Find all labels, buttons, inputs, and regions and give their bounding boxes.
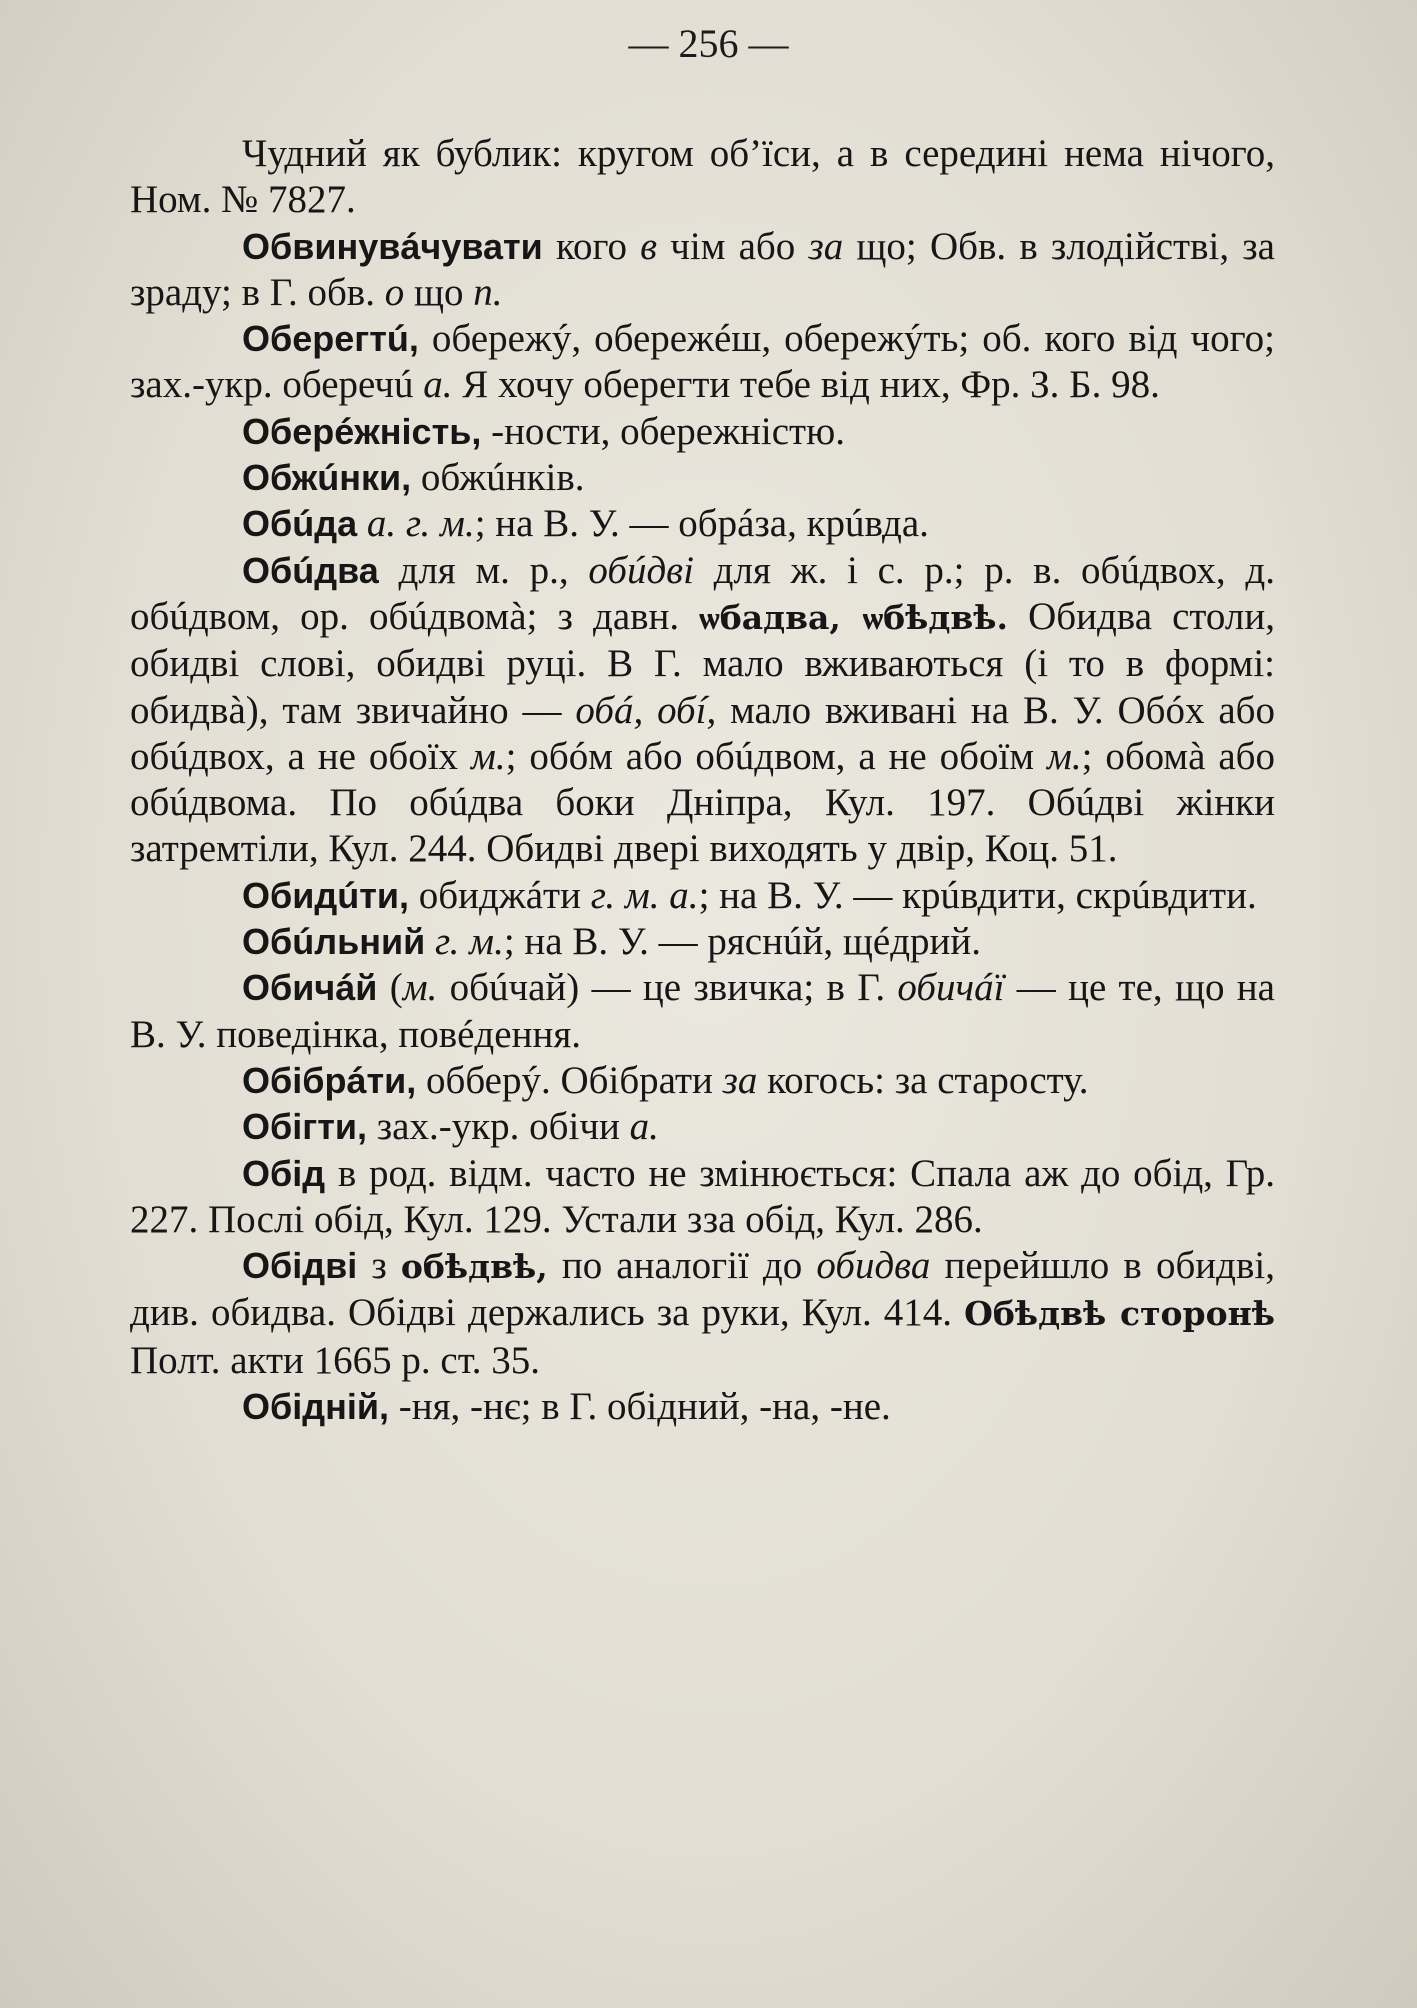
italic-abbreviation: м. [470, 734, 506, 778]
headword: Обідві [242, 1245, 358, 1287]
headword: Обід [242, 1152, 326, 1194]
entry-text: чім або [657, 224, 809, 268]
entry-text: ; обомà або обúдвома. По обúдва боки Дніпра, Кул. 197. Обúдві жінки затремтіли, Кул. 244. Обидві двері виходять у двір, Коц. 51. [130, 734, 1275, 871]
entry-text: обережý, обережéш, обережýть; об. кого від чого; зах.-укр. оберечú [130, 317, 1275, 407]
dictionary-entry [130, 873, 1275, 919]
italic-abbreviation: а. [629, 1105, 659, 1149]
italic-abbreviation: м. [1046, 734, 1082, 778]
dictionary-entry [130, 501, 1275, 547]
entry-text: перейшло в обидві, див. обидва. Обідві держались за руки, Кул. 414. [130, 1244, 1276, 1335]
old-slavonic-form: Обѣдвѣ сторонѣ [964, 1294, 1275, 1334]
entry-text [425, 920, 435, 963]
entry-text: Обидва столи, обидві слові, обидві руці. В Г. мало вживаються (і то в формі: обидвà), там звичайно — [130, 594, 1276, 732]
dictionary-entry [130, 919, 1275, 965]
headword: Обідній, [242, 1386, 389, 1428]
entry-text: ; на В. У. — крúвдити, скрúвдити. [698, 873, 1257, 917]
italic-abbreviation: г. м. а. [590, 873, 699, 917]
entry-text: -ня, -нє; в Г. обідний, -на, -не. [388, 1385, 891, 1429]
dictionary-entry [130, 1384, 1275, 1430]
entry-text: обберý. Обібрати [416, 1058, 723, 1102]
entry-text: кого [542, 224, 641, 268]
entry-text: для ж. і с. р.; р. в. обúдвох, д. обúдвом, ор. обúдвомà; з давн. [130, 548, 1275, 638]
italic-abbreviation: за [722, 1058, 758, 1102]
italic-abbreviation: за [808, 224, 844, 268]
headword: Обігти, [242, 1106, 367, 1148]
dictionary-text [130, 131, 1275, 1430]
entry-text: ; на В. У. — обрáза, крúвда. [474, 502, 929, 546]
dictionary-entry [130, 455, 1275, 501]
entry-text: — це те, що на В. У. поведінка, повéдення. [130, 966, 1275, 1056]
entry-text: зах.-укр. обічи [367, 1105, 630, 1149]
entry-text: Чудний як бублик: кругом об’їси, а в середині нема нічого, Ном. № 7827. [130, 132, 1275, 222]
headword: Обидúти, [242, 874, 409, 916]
dictionary-entry [130, 1058, 1275, 1104]
italic-abbreviation: п. [473, 270, 503, 314]
italic-abbreviation: о [384, 270, 405, 314]
dictionary-entry [130, 409, 1275, 455]
italic-abbreviation: м. [402, 966, 438, 1010]
italic-abbreviation: обичáї [897, 966, 1005, 1010]
entry-text: для м. р., [378, 548, 589, 592]
entry-text: ( [377, 966, 403, 1010]
entry-text: обúчай) — це звичка; в Г. [437, 966, 898, 1010]
entry-text: -ности, обережністю. [481, 409, 845, 453]
entry-text: що; Обв. в злодійстві, за зраду; в Г. обв. [130, 224, 1275, 314]
entry-text: Я хочу оберегти тебе від них, Фр. З. Б. 98. [452, 363, 1160, 407]
headword: Обжúнки, [242, 457, 412, 499]
italic-abbreviation: а. г. м. [366, 502, 475, 546]
page-number: — 256 — [628, 21, 789, 66]
entry-text: по аналогії до [547, 1244, 817, 1288]
entry-text: обжúнків. [411, 456, 585, 500]
italic-abbreviation: обúдві [588, 548, 694, 592]
dictionary-entry [130, 1104, 1275, 1150]
old-slavonic-form: обѣдвѣ, [400, 1247, 548, 1287]
entry-text: мало вживані на В. У. Обóх або обúдвох, а не обоїх [130, 688, 1275, 778]
italic-abbreviation: в [640, 224, 658, 268]
headword: Оберéжність, [242, 410, 482, 452]
entry-text: ; на В. У. — ряснúй, щéдрий. [503, 920, 982, 964]
entry-text: Полт. акти 1665 р. ст. 35. [130, 1338, 541, 1382]
entry-text [357, 502, 367, 545]
old-slavonic-form: ѡбадва, ѡбѣдвѣ. [699, 597, 1008, 637]
headword: Обібрáти, [242, 1059, 417, 1101]
dictionary-entry [130, 224, 1275, 317]
entry-text: з [357, 1244, 401, 1288]
dictionary-entry [130, 1243, 1275, 1384]
entry-text: обиджáти [408, 873, 591, 917]
dictionary-entry [130, 316, 1275, 409]
dictionary-entry [130, 131, 1275, 224]
headword: Обвинувáчувати [242, 225, 543, 267]
headword: Обúдва [242, 549, 379, 591]
headword: Обúда [242, 503, 358, 545]
dictionary-entry [130, 1151, 1275, 1244]
entry-text: в род. відм. часто не змінюється: Спала аж до обід, Гр. 227. Послі обід, Кул. 129. Устали зза обід, Кул. 286. [130, 1151, 1275, 1241]
italic-abbreviation: обидва [816, 1244, 931, 1288]
entry-text: що [404, 270, 474, 314]
dictionary-entry [130, 965, 1275, 1058]
headword: Обичáй [242, 967, 378, 1009]
italic-abbreviation: а. [423, 363, 453, 407]
headword: Оберегтú, [242, 318, 419, 360]
italic-abbreviation: г. м. [434, 920, 504, 964]
entry-text: когось: за старосту. [757, 1058, 1089, 1102]
headword: Обúльний [242, 921, 426, 963]
italic-abbreviation: обá, обí, [575, 688, 717, 732]
entry-text: ; обóм або обúдвом, а не обоїм [505, 734, 1047, 778]
dictionary-entry [130, 548, 1275, 873]
